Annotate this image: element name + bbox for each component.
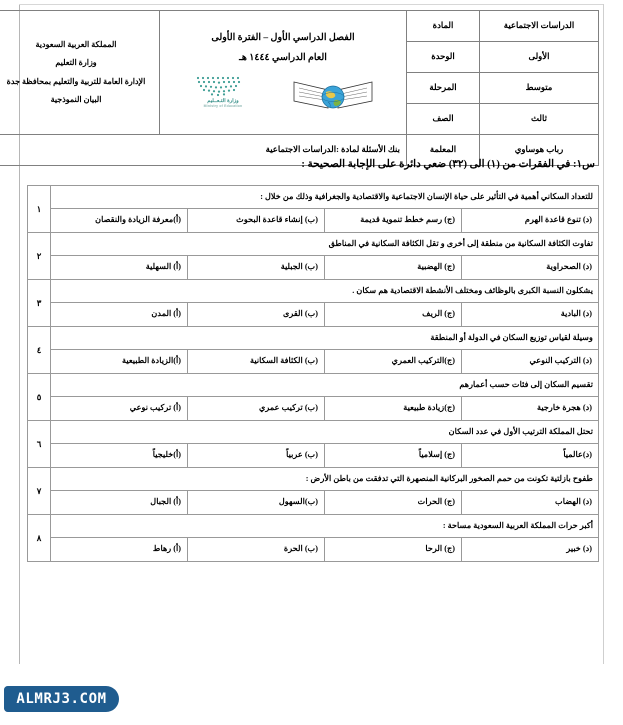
- page-border-right: [603, 4, 604, 664]
- question-1-option-b[interactable]: (ب) إنشاء قاعدة البحوث: [188, 209, 325, 233]
- question-2-stem: تفاوت الكثافة السكانية من منطقة إلى أخرى و تقل الكثافة السكانية في المناطق: [51, 233, 599, 256]
- ministry-of-education-logo-icon: [190, 75, 256, 115]
- header-center-block: [160, 11, 407, 135]
- header-stage-value: متوسط: [480, 73, 599, 104]
- question-4-option-b[interactable]: (ب) الكثافة السكانية: [188, 350, 325, 374]
- authority-line-1: المملكة العربية السعودية: [35, 39, 117, 49]
- ministry-logo-english-text: Ministry of Education: [203, 104, 243, 109]
- question-row-stem: [28, 280, 599, 303]
- question-3-option-c[interactable]: (ج) الريف: [325, 303, 462, 327]
- question-2-option-a[interactable]: (أ) السهلية: [51, 256, 188, 280]
- question-row-options: [28, 209, 599, 233]
- school-globe-banner-logo-icon: [290, 73, 376, 117]
- question-2-number: ٢: [28, 233, 51, 280]
- questions-section: [27, 185, 599, 562]
- question-1-option-d[interactable]: (د) تنوع قاعدة الهرم: [462, 209, 599, 233]
- question-7-option-d[interactable]: (د) الهضاب: [462, 491, 599, 515]
- document-header: [6, 10, 599, 166]
- question-row-stem: [28, 374, 599, 397]
- header-teacher-value: رباب هوساوي: [480, 135, 599, 166]
- question-7-number: ٧: [28, 468, 51, 515]
- authority-line-4: البيان النموذجية: [50, 94, 102, 104]
- question-5-option-a[interactable]: (أ) تركيب نوعي: [51, 397, 188, 421]
- question-5-number: ٥: [28, 374, 51, 421]
- question-row-options: [28, 350, 599, 374]
- question-8-option-c[interactable]: (ج) الرحا: [325, 538, 462, 562]
- question-2-option-b[interactable]: (ب) الجبلية: [188, 256, 325, 280]
- question-row-options: [28, 444, 599, 468]
- site-watermark-badge: [4, 686, 119, 712]
- question-row-stem: [28, 327, 599, 350]
- question-row-stem: [28, 233, 599, 256]
- question-4-option-a[interactable]: (أ)الزيادة الطبيعية: [51, 350, 188, 374]
- question-row-stem: [28, 186, 599, 209]
- question-3-option-b[interactable]: (ب) القرى: [188, 303, 325, 327]
- question-row-options: [28, 303, 599, 327]
- question-1-number: ١: [28, 186, 51, 233]
- question-5-option-d[interactable]: (د) هجرة خارجية: [462, 397, 599, 421]
- header-info-table: [0, 10, 599, 166]
- question-7-option-a[interactable]: (أ) الجبال: [51, 491, 188, 515]
- header-unit-value: الأولى: [480, 42, 599, 73]
- question-row-stem: [28, 421, 599, 444]
- authority-line-3: الإدارة العامة للتربية والتعليم بمحافظة جدة: [6, 76, 146, 86]
- question-3-option-d[interactable]: (د) البادية: [462, 303, 599, 327]
- question-1-option-c[interactable]: (ج) رسم خطط تنموية قديمة: [325, 209, 462, 233]
- header-teacher-label: المعلمة: [407, 135, 480, 166]
- question-6-option-d[interactable]: (د)عالمياً: [462, 444, 599, 468]
- header-authority-block: [0, 11, 160, 135]
- question-6-stem: تحتل المملكة الترتيب الأول في عدد السكان: [51, 421, 599, 444]
- question-7-stem: طفوح بازلتية تكونت من حمم الصخور البركانية المنصهرة التي تدفقت من باطن الأرض :: [51, 468, 599, 491]
- question-1-stem: للتعداد السكاني أهمية في التأثير على حياة الإنسان الاجتماعية والاقتصادية والجغرافية وذلك من خلال :: [51, 186, 599, 209]
- header-year-line: العام الدراسي ١٤٤٤ هـ: [239, 53, 327, 63]
- questions-table: [27, 185, 599, 562]
- question-5-option-b[interactable]: (ب) تركيب عمري: [188, 397, 325, 421]
- header-row-1: [0, 11, 599, 42]
- header-grade-value: ثالث: [480, 104, 599, 135]
- question-4-option-c[interactable]: (ج)التركيب العمري: [325, 350, 462, 374]
- header-subject-value: الدراسات الاجتماعية: [480, 11, 599, 42]
- question-3-stem: يشكلون النسبة الكبرى بالوظائف ومختلف الأنشطة الاقتصادية هم سكان .: [51, 280, 599, 303]
- question-row-stem: [28, 468, 599, 491]
- header-grade-label: الصف: [407, 104, 480, 135]
- question-4-number: ٤: [28, 327, 51, 374]
- question-8-option-d[interactable]: (د) خبير: [462, 538, 599, 562]
- question-row-options: [28, 397, 599, 421]
- question-8-option-b[interactable]: (ب) الحرة: [188, 538, 325, 562]
- question-6-option-a[interactable]: (أ)خليجياً: [51, 444, 188, 468]
- question-6-option-c[interactable]: (ج) إسلامياً: [325, 444, 462, 468]
- question-2-option-d[interactable]: (د) الصحراوية: [462, 256, 599, 280]
- question-6-option-b[interactable]: (ب) عربياً: [188, 444, 325, 468]
- header-subject-label: المادة: [407, 11, 480, 42]
- question-7-option-b[interactable]: (ب)السهول: [188, 491, 325, 515]
- question-5-option-c[interactable]: (ج)زيادة طبيعية: [325, 397, 462, 421]
- ministry-logo-arabic-text: وزارة التـعــليم: [207, 97, 239, 104]
- question-row-options: [28, 538, 599, 562]
- header-stage-label: المرحلة: [407, 73, 480, 104]
- question-8-number: ٨: [28, 515, 51, 562]
- header-logos-row: [164, 73, 402, 117]
- question-1-option-a[interactable]: (أ)معرفة الزيادة والنقصان: [51, 209, 188, 233]
- authority-line-2: وزارة التعليم: [55, 58, 97, 68]
- instruction-line: س١: في الفقرات من (١) الى (٣٢) ضعي دائرة على الإجابة الصحيحة :: [301, 159, 595, 170]
- questions-body: [28, 186, 599, 562]
- site-watermark-text: ALMRJ3.COM: [16, 691, 107, 707]
- question-row-stem: [28, 515, 599, 538]
- header-unit-label: الوحدة: [407, 42, 480, 73]
- question-7-option-c[interactable]: (ج) الحرات: [325, 491, 462, 515]
- question-6-number: ٦: [28, 421, 51, 468]
- header-term-line: الفصل الدراسي الأول – الفترة الأولى: [211, 33, 355, 44]
- question-8-stem: أكبر حرات المملكة العربية السعودية مساحة :: [51, 515, 599, 538]
- question-row-options: [28, 256, 599, 280]
- question-3-option-a[interactable]: (أ) المدن: [51, 303, 188, 327]
- question-5-stem: تقسيم السكان إلى فئات حسب أعمارهم: [51, 374, 599, 397]
- question-3-number: ٣: [28, 280, 51, 327]
- question-bank-title: بنك الأسئلة لمادة :الدراسات الاجتماعية: [0, 135, 407, 166]
- question-8-option-a[interactable]: (أ) رهاط: [51, 538, 188, 562]
- question-2-option-c[interactable]: (ج) الهضبية: [325, 256, 462, 280]
- question-4-option-d[interactable]: (د) التركيب النوعي: [462, 350, 599, 374]
- question-row-options: [28, 491, 599, 515]
- page-border-top: [19, 4, 603, 5]
- question-4-stem: وسيلة لقياس توزيع السكان في الدولة أو المنطقة: [51, 327, 599, 350]
